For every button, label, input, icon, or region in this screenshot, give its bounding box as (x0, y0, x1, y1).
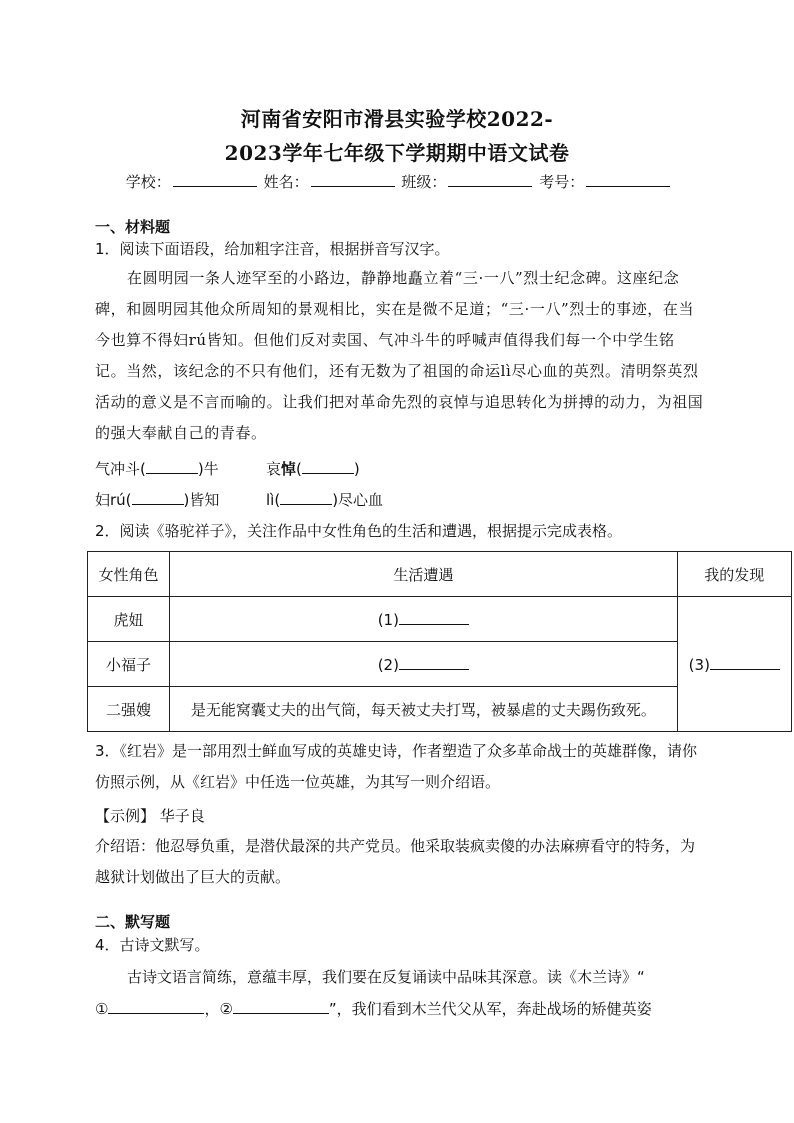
fill-item-2-end: ) (353, 460, 360, 478)
dictation-blank-2[interactable] (233, 999, 329, 1014)
fill-item-4-pre: lì( (266, 491, 281, 509)
name-label: 姓名： (263, 173, 309, 191)
class-label: 班级： (401, 173, 447, 191)
dictation-blank-1[interactable] (108, 999, 204, 1014)
fill-item-4-post: )尽心血 (332, 491, 384, 509)
name-blank[interactable] (311, 172, 395, 187)
question-4-line2-tail: ”，我们看到木兰代父从军，奔赴战场的矫健英姿 (328, 1000, 652, 1018)
fill-item-1-pre: 气冲斗( (95, 460, 146, 478)
life-blank-2[interactable] (399, 655, 469, 670)
class-blank[interactable] (448, 172, 532, 187)
role-cell: 小福子 (88, 642, 170, 687)
question-4-line2 (95, 998, 652, 1019)
fill-item-3-blank[interactable] (132, 490, 184, 505)
blank-2-marker: ，② (204, 1000, 233, 1018)
fill-item-1-post: )牛 (197, 460, 219, 478)
header-life: 生活遭遇 (170, 552, 678, 597)
life-cell: 是无能窝囊丈夫的出气筒，每天被丈夫打骂，被暴虐的丈夫踢伤致死。 (170, 687, 678, 732)
fill-item-2-blank[interactable] (302, 459, 354, 474)
blank-1-marker: ① (95, 1000, 109, 1018)
fill-item-2-bold-char: 悼 (281, 460, 297, 478)
header-role: 女性角色 (88, 552, 170, 597)
life-cell[interactable] (170, 642, 678, 687)
reading-passage: 在圆明园一条人迹罕至的小路边，静静地矗立着“三·一八”烈士纪念碑。这座纪念碑，和圆明园其他众所周知的景观相比，实在是微不足道；“三·一八”烈士的事迹，在当今也算不得妇rú皆知。但他们反对卖国、气冲斗牛的呼喊声值得我们每一个中学生铭记。当然，该纪念的不只有他们，还有无数为了祖国的命运lì尽心血的英烈。清明祭英烈活动的意义是不言而喻的。让我们把对革命先烈的哀悼与追思转化为拼搏的动力，为祖国的强大奉献自己的青春。 (95, 269, 704, 442)
example-label: 【示例】 华子良 (95, 807, 205, 825)
fill-item-1-blank[interactable] (146, 459, 198, 474)
student-info-row (0, 171, 794, 192)
role-cell: 二强嫂 (88, 687, 170, 732)
fill-item-1 (95, 458, 219, 479)
fill-item-4 (266, 489, 383, 510)
question-1-prompt: 1．阅读下面语段，给加粗字注音，根据拼音写汉字。 (95, 240, 450, 258)
example-intro: 介绍语：他忍辱负重，是潜伏最深的共产党员。他采取装疯卖傻的办法麻痹看守的特务，为越狱计划做出了巨大的贡献。 (95, 837, 696, 886)
question-3-text: 3．《红岩》是一部用烈士鲜血写成的英雄史诗，作者塑造了众多革命战士的英雄群像，请你仿照示例，从《红岩》中任选一位英雄，为其写一则介绍语。 (95, 742, 698, 791)
table-row (88, 597, 792, 642)
question-4-text: 古诗文语言简练，意蕴丰厚，我们要在反复诵读中品味其深意。读《木兰诗》“ (127, 968, 645, 986)
life-cell-number: (1) (377, 610, 399, 629)
table-header-row (88, 552, 792, 597)
fill-item-3 (95, 489, 219, 510)
fill-item-2-paren: ( (296, 460, 302, 478)
life-cell-number: (2) (377, 655, 399, 674)
section-heading-materials: 一、材料题 (95, 218, 171, 236)
exam-number-label: 考号： (539, 173, 585, 191)
fill-item-4-blank[interactable] (280, 490, 332, 505)
school-blank[interactable] (173, 172, 257, 187)
finding-blank[interactable] (710, 655, 780, 670)
role-cell: 虎妞 (88, 597, 170, 642)
school-label: 学校： (125, 173, 171, 191)
section-heading-dictation: 二、默写题 (95, 913, 171, 931)
exam-number-blank[interactable] (586, 172, 670, 187)
fill-item-2-pre: 哀 (266, 460, 282, 478)
fill-item-3-pre: 妇rú( (95, 491, 132, 509)
question-2-prompt: 2．阅读《骆驼祥子》，关注作品中女性角色的生活和遭遇，根据提示完成表格。 (95, 522, 623, 540)
female-roles-table (87, 551, 792, 732)
finding-number: (3) (688, 655, 710, 674)
question-4-prompt: 4．古诗文默写。 (95, 936, 210, 954)
header-finding: 我的发现 (677, 552, 791, 597)
exam-title-line1: 河南省安阳市滑县实验学校2022- (240, 107, 554, 131)
life-cell[interactable] (170, 597, 678, 642)
fill-item-2 (266, 458, 360, 479)
exam-title-line2: 2023学年七年级下学期期中语文试卷 (224, 141, 570, 165)
finding-cell[interactable] (677, 597, 791, 732)
fill-item-3-post: )皆知 (183, 491, 220, 509)
life-blank-1[interactable] (399, 610, 469, 625)
